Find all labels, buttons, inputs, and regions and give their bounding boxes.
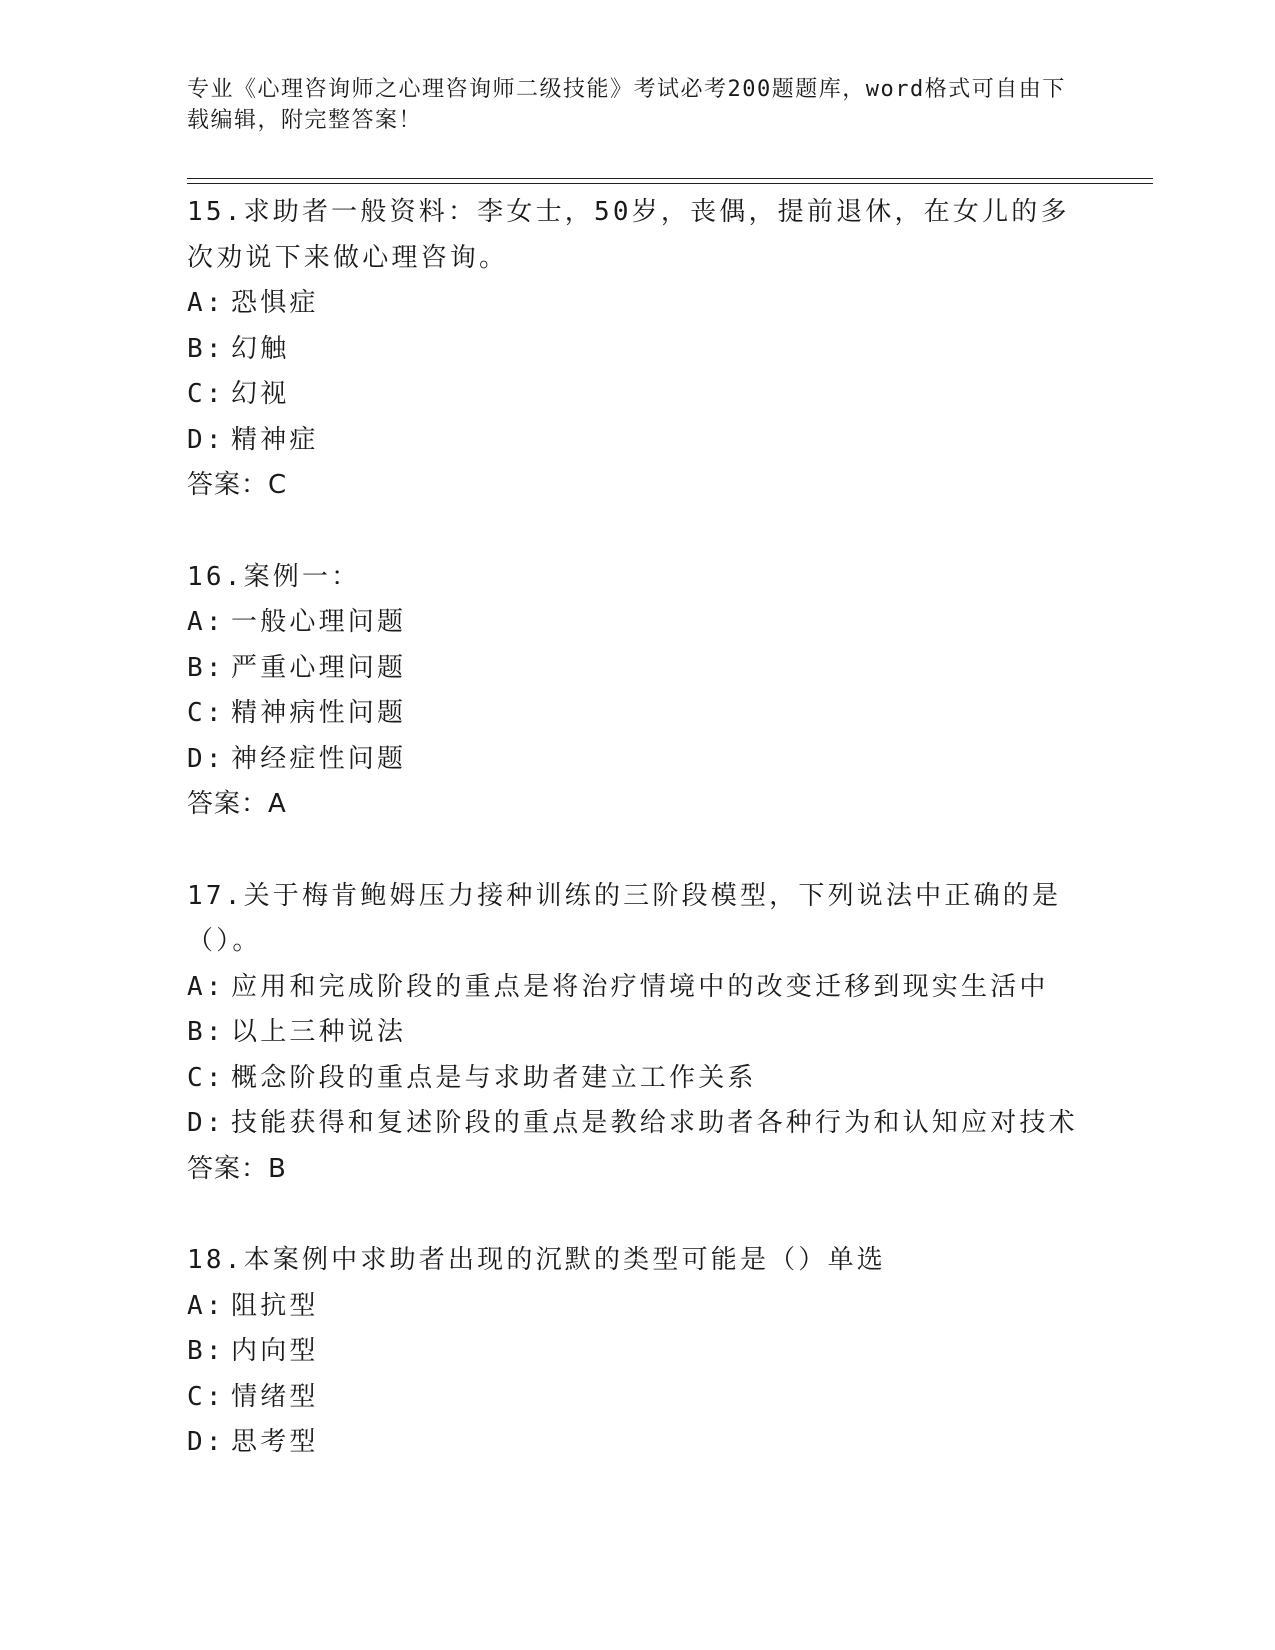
option-a bbox=[187, 281, 1087, 327]
option-a bbox=[187, 600, 1087, 646]
option-key: D: bbox=[187, 424, 225, 455]
question-text: 关于梅肯鲍姆压力接种训练的三阶段模型，下列说法中正确的是（）。 bbox=[187, 880, 1062, 956]
question-16 bbox=[187, 555, 1087, 828]
option-text: 幻视 bbox=[231, 379, 290, 409]
question-stem bbox=[187, 555, 1087, 601]
option-a bbox=[187, 965, 1087, 1011]
option-b bbox=[187, 1329, 1087, 1375]
option-d bbox=[187, 1101, 1087, 1147]
answer-value: C bbox=[268, 470, 288, 500]
option-b bbox=[187, 646, 1087, 692]
answer-label: 答案： bbox=[187, 1153, 269, 1184]
option-text: 精神症 bbox=[231, 424, 319, 455]
option-b bbox=[187, 1010, 1087, 1056]
option-key: A: bbox=[187, 971, 225, 1002]
option-text: 幻触 bbox=[231, 333, 290, 364]
option-key: C: bbox=[187, 1381, 225, 1412]
option-text: 一般心理问题 bbox=[231, 607, 407, 637]
option-key: A: bbox=[187, 607, 225, 637]
option-text: 应用和完成阶段的重点是将治疗情境中的改变迁移到现实生活中 bbox=[231, 971, 1049, 1002]
option-c bbox=[187, 1056, 1087, 1102]
option-text: 思考型 bbox=[231, 1427, 319, 1457]
option-key: B: bbox=[187, 1336, 225, 1366]
option-key: A: bbox=[187, 1290, 225, 1321]
option-key: D: bbox=[187, 1427, 225, 1457]
question-list bbox=[187, 190, 1087, 1512]
answer-line bbox=[187, 1147, 1087, 1193]
option-a bbox=[187, 1284, 1087, 1330]
option-key: C: bbox=[187, 698, 225, 728]
option-key: A: bbox=[187, 288, 225, 318]
question-number: 17. bbox=[187, 880, 244, 911]
answer-value: A bbox=[268, 789, 287, 819]
option-text: 技能获得和复述阶段的重点是教给求助者各种行为和认知应对技术 bbox=[231, 1108, 1078, 1138]
question-stem bbox=[187, 874, 1087, 965]
question-text: 本案例中求助者出现的沉默的类型可能是（）单选 bbox=[243, 1245, 886, 1275]
answer-line bbox=[187, 782, 1087, 828]
option-key: C: bbox=[187, 379, 225, 409]
option-text: 恐惧症 bbox=[231, 288, 319, 318]
option-c bbox=[187, 372, 1087, 418]
option-d bbox=[187, 737, 1087, 783]
option-key: B: bbox=[187, 333, 225, 364]
question-15 bbox=[187, 190, 1087, 509]
option-c bbox=[187, 691, 1087, 737]
header-divider-bottom bbox=[187, 183, 1153, 184]
option-key: B: bbox=[187, 652, 225, 683]
option-b bbox=[187, 327, 1087, 373]
option-key: B: bbox=[187, 1017, 225, 1047]
option-text: 阻抗型 bbox=[231, 1290, 319, 1321]
option-text: 以上三种说法 bbox=[231, 1017, 407, 1047]
answer-label: 答案： bbox=[187, 470, 269, 500]
option-d bbox=[187, 1420, 1087, 1466]
option-text: 概念阶段的重点是与求助者建立工作关系 bbox=[231, 1062, 757, 1093]
header-divider-top bbox=[187, 178, 1153, 179]
question-stem bbox=[187, 1238, 1087, 1284]
question-text: 案例一： bbox=[243, 561, 361, 592]
document-header: 专业《心理咨询师之心理咨询师二级技能》考试必考200题题库，word格式可自由下载编辑，附完整答案！ bbox=[187, 77, 1066, 133]
question-17 bbox=[187, 874, 1087, 1193]
answer-label: 答案： bbox=[187, 789, 269, 819]
option-text: 内向型 bbox=[231, 1336, 319, 1366]
option-key: D: bbox=[187, 1108, 225, 1138]
answer-value: B bbox=[268, 1153, 287, 1184]
answer-line bbox=[187, 463, 1087, 509]
question-stem bbox=[187, 190, 1087, 281]
option-key: C: bbox=[187, 1062, 225, 1093]
option-d bbox=[187, 418, 1087, 464]
option-c bbox=[187, 1375, 1087, 1421]
option-text: 神经症性问题 bbox=[231, 743, 407, 774]
question-number: 18. bbox=[187, 1245, 244, 1275]
question-number: 16. bbox=[187, 561, 244, 592]
question-number: 15. bbox=[187, 197, 244, 227]
option-key: D: bbox=[187, 743, 225, 774]
option-text: 情绪型 bbox=[231, 1381, 319, 1412]
option-text: 精神病性问题 bbox=[231, 698, 407, 728]
question-18 bbox=[187, 1238, 1087, 1466]
question-text: 求助者一般资料：李女士，50岁，丧偶，提前退休，在女儿的多次劝说下来做心理咨询。 bbox=[187, 197, 1070, 273]
option-text: 严重心理问题 bbox=[231, 652, 407, 683]
